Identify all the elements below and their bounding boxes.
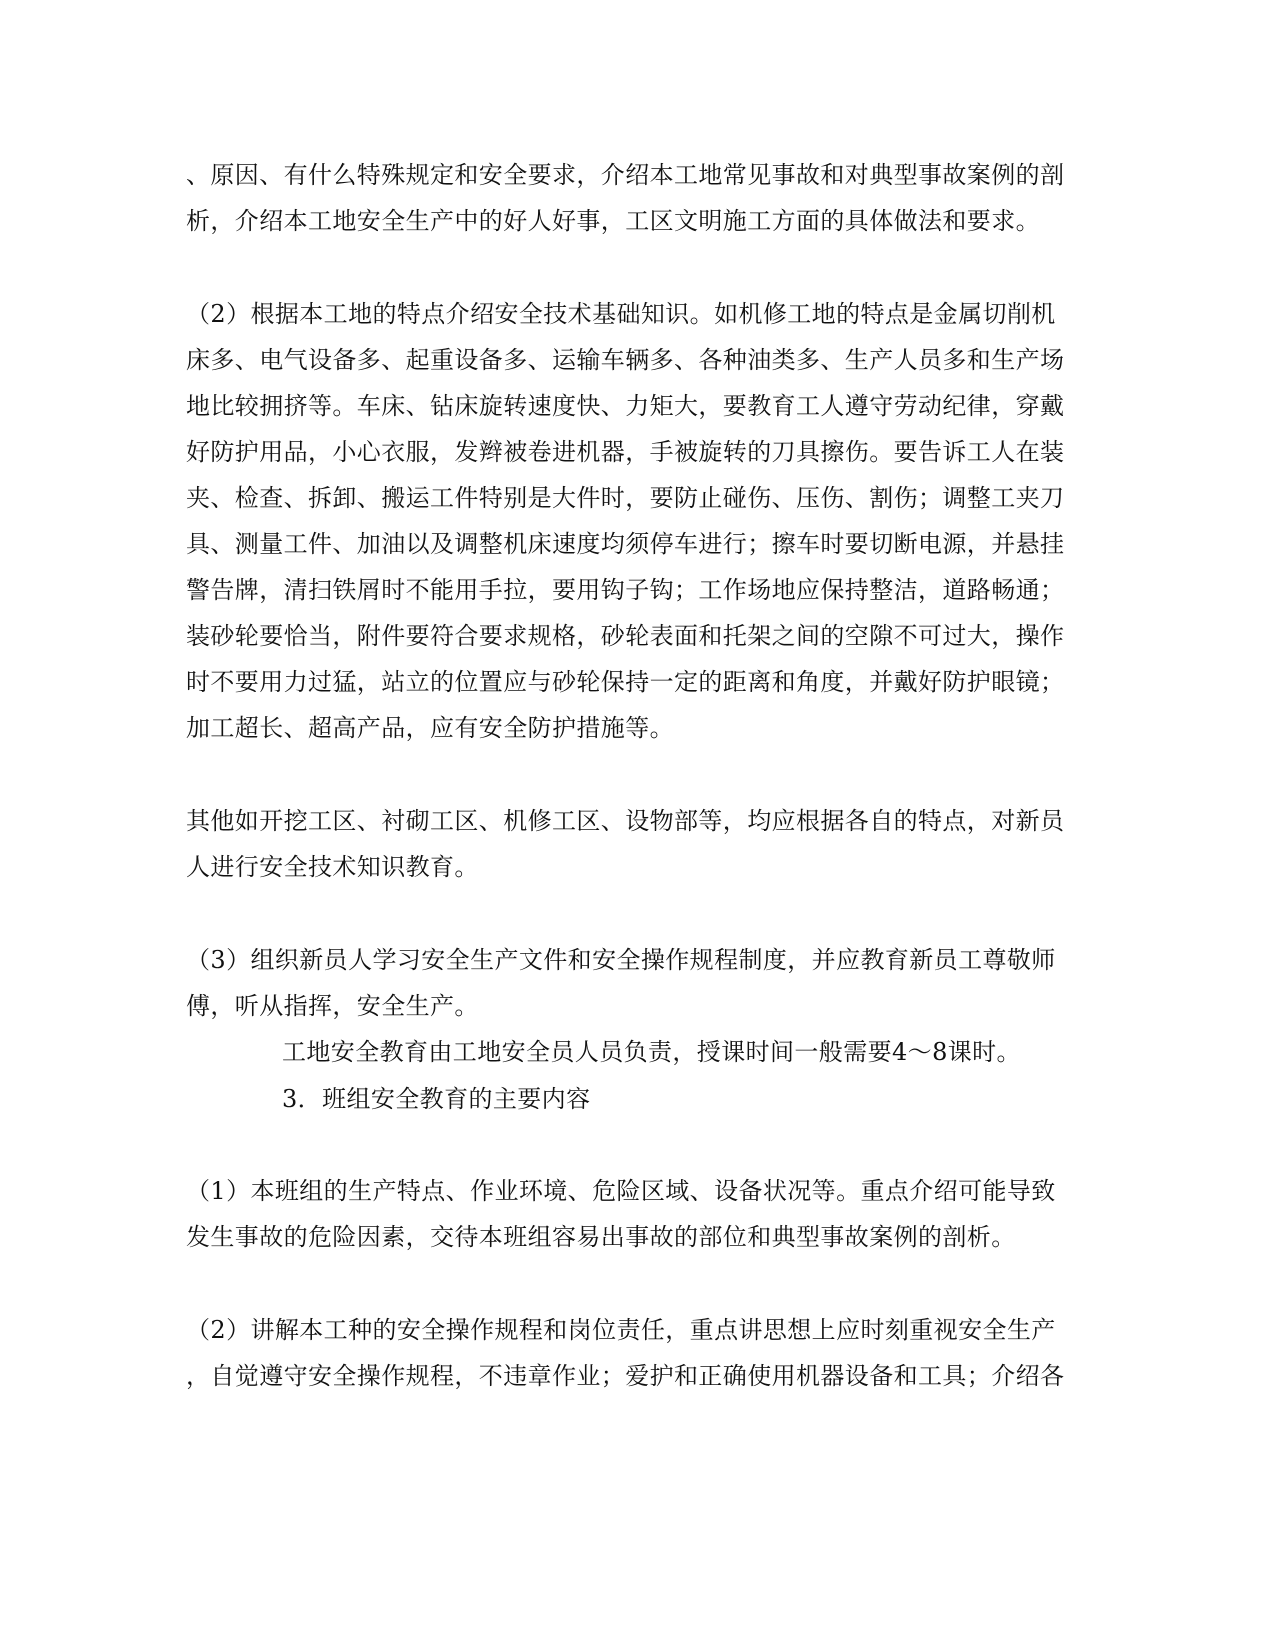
text-line: 好防护用品，小心衣服，发辫被卷进机器，手被旋转的刀具擦伤。要告诉工人在装 [186, 438, 1065, 466]
text-line: （2）根据本工地的特点介绍安全技术基础知识。如机修工地的特点是金属切削机 [186, 300, 1056, 328]
text-line: 加工超长、超高产品，应有安全防护措施等。 [186, 714, 674, 742]
text-line: 时不要用力过猛，站立的位置应与砂轮保持一定的距离和角度，并戴好防护眼镜； [186, 668, 1065, 696]
text-line: 其他如开挖工区、衬砌工区、机修工区、设物部等，均应根据各自的特点，对新员 [186, 807, 1065, 835]
text-line: 人进行安全技术知识教育。 [186, 853, 479, 881]
text-line: （2）讲解本工种的安全操作规程和岗位责任，重点讲思想上应时刻重视安全生产 [186, 1316, 1056, 1344]
text-line: 警告牌，清扫铁屑时不能用手拉，要用钩子钩；工作场地应保持整洁，道路畅通； [186, 576, 1065, 604]
text-line: （3）组织新员人学习安全生产文件和安全操作规程制度，并应教育新员工尊敬师 [186, 946, 1056, 974]
text-line: 析，介绍本工地安全生产中的好人好事，工区文明施工方面的具体做法和要求。 [186, 207, 1040, 235]
text-line: 夹、检查、拆卸、搬运工件特别是大件时，要防止碰伤、压伤、割伤；调整工夹刀 [186, 484, 1065, 512]
text-line: （1）本班组的生产特点、作业环境、危险区域、设备状况等。重点介绍可能导致 [186, 1177, 1056, 1205]
text-line: 工地安全教育由工地安全员人员负责，授课时间一般需要4～8课时。 [282, 1038, 1021, 1066]
section-heading: 3．班组安全教育的主要内容 [282, 1085, 591, 1113]
text-line: 发生事故的危险因素，交待本班组容易出事故的部位和典型事故案例的剖析。 [186, 1223, 1016, 1251]
text-line: 床多、电气设备多、起重设备多、运输车辆多、各种油类多、生产人员多和生产场 [186, 346, 1065, 374]
text-line: ，自觉遵守安全操作规程，不违章作业；爱护和正确使用机器设备和工具；介绍各 [186, 1362, 1065, 1390]
text-line: 具、测量工件、加油以及调整机床速度均须停车进行；擦车时要切断电源，并悬挂 [186, 530, 1065, 558]
text-line: 装砂轮要恰当，附件要符合要求规格，砂轮表面和托架之间的空隙不可过大，操作 [186, 622, 1065, 650]
text-line: 、原因、有什么特殊规定和安全要求，介绍本工地常见事故和对典型事故案例的剖 [186, 161, 1065, 189]
text-line: 地比较拥挤等。车床、钻床旋转速度快、力矩大，要教育工人遵守劳动纪律，穿戴 [186, 392, 1065, 420]
text-line: 傅，听从指挥，安全生产。 [186, 992, 479, 1020]
